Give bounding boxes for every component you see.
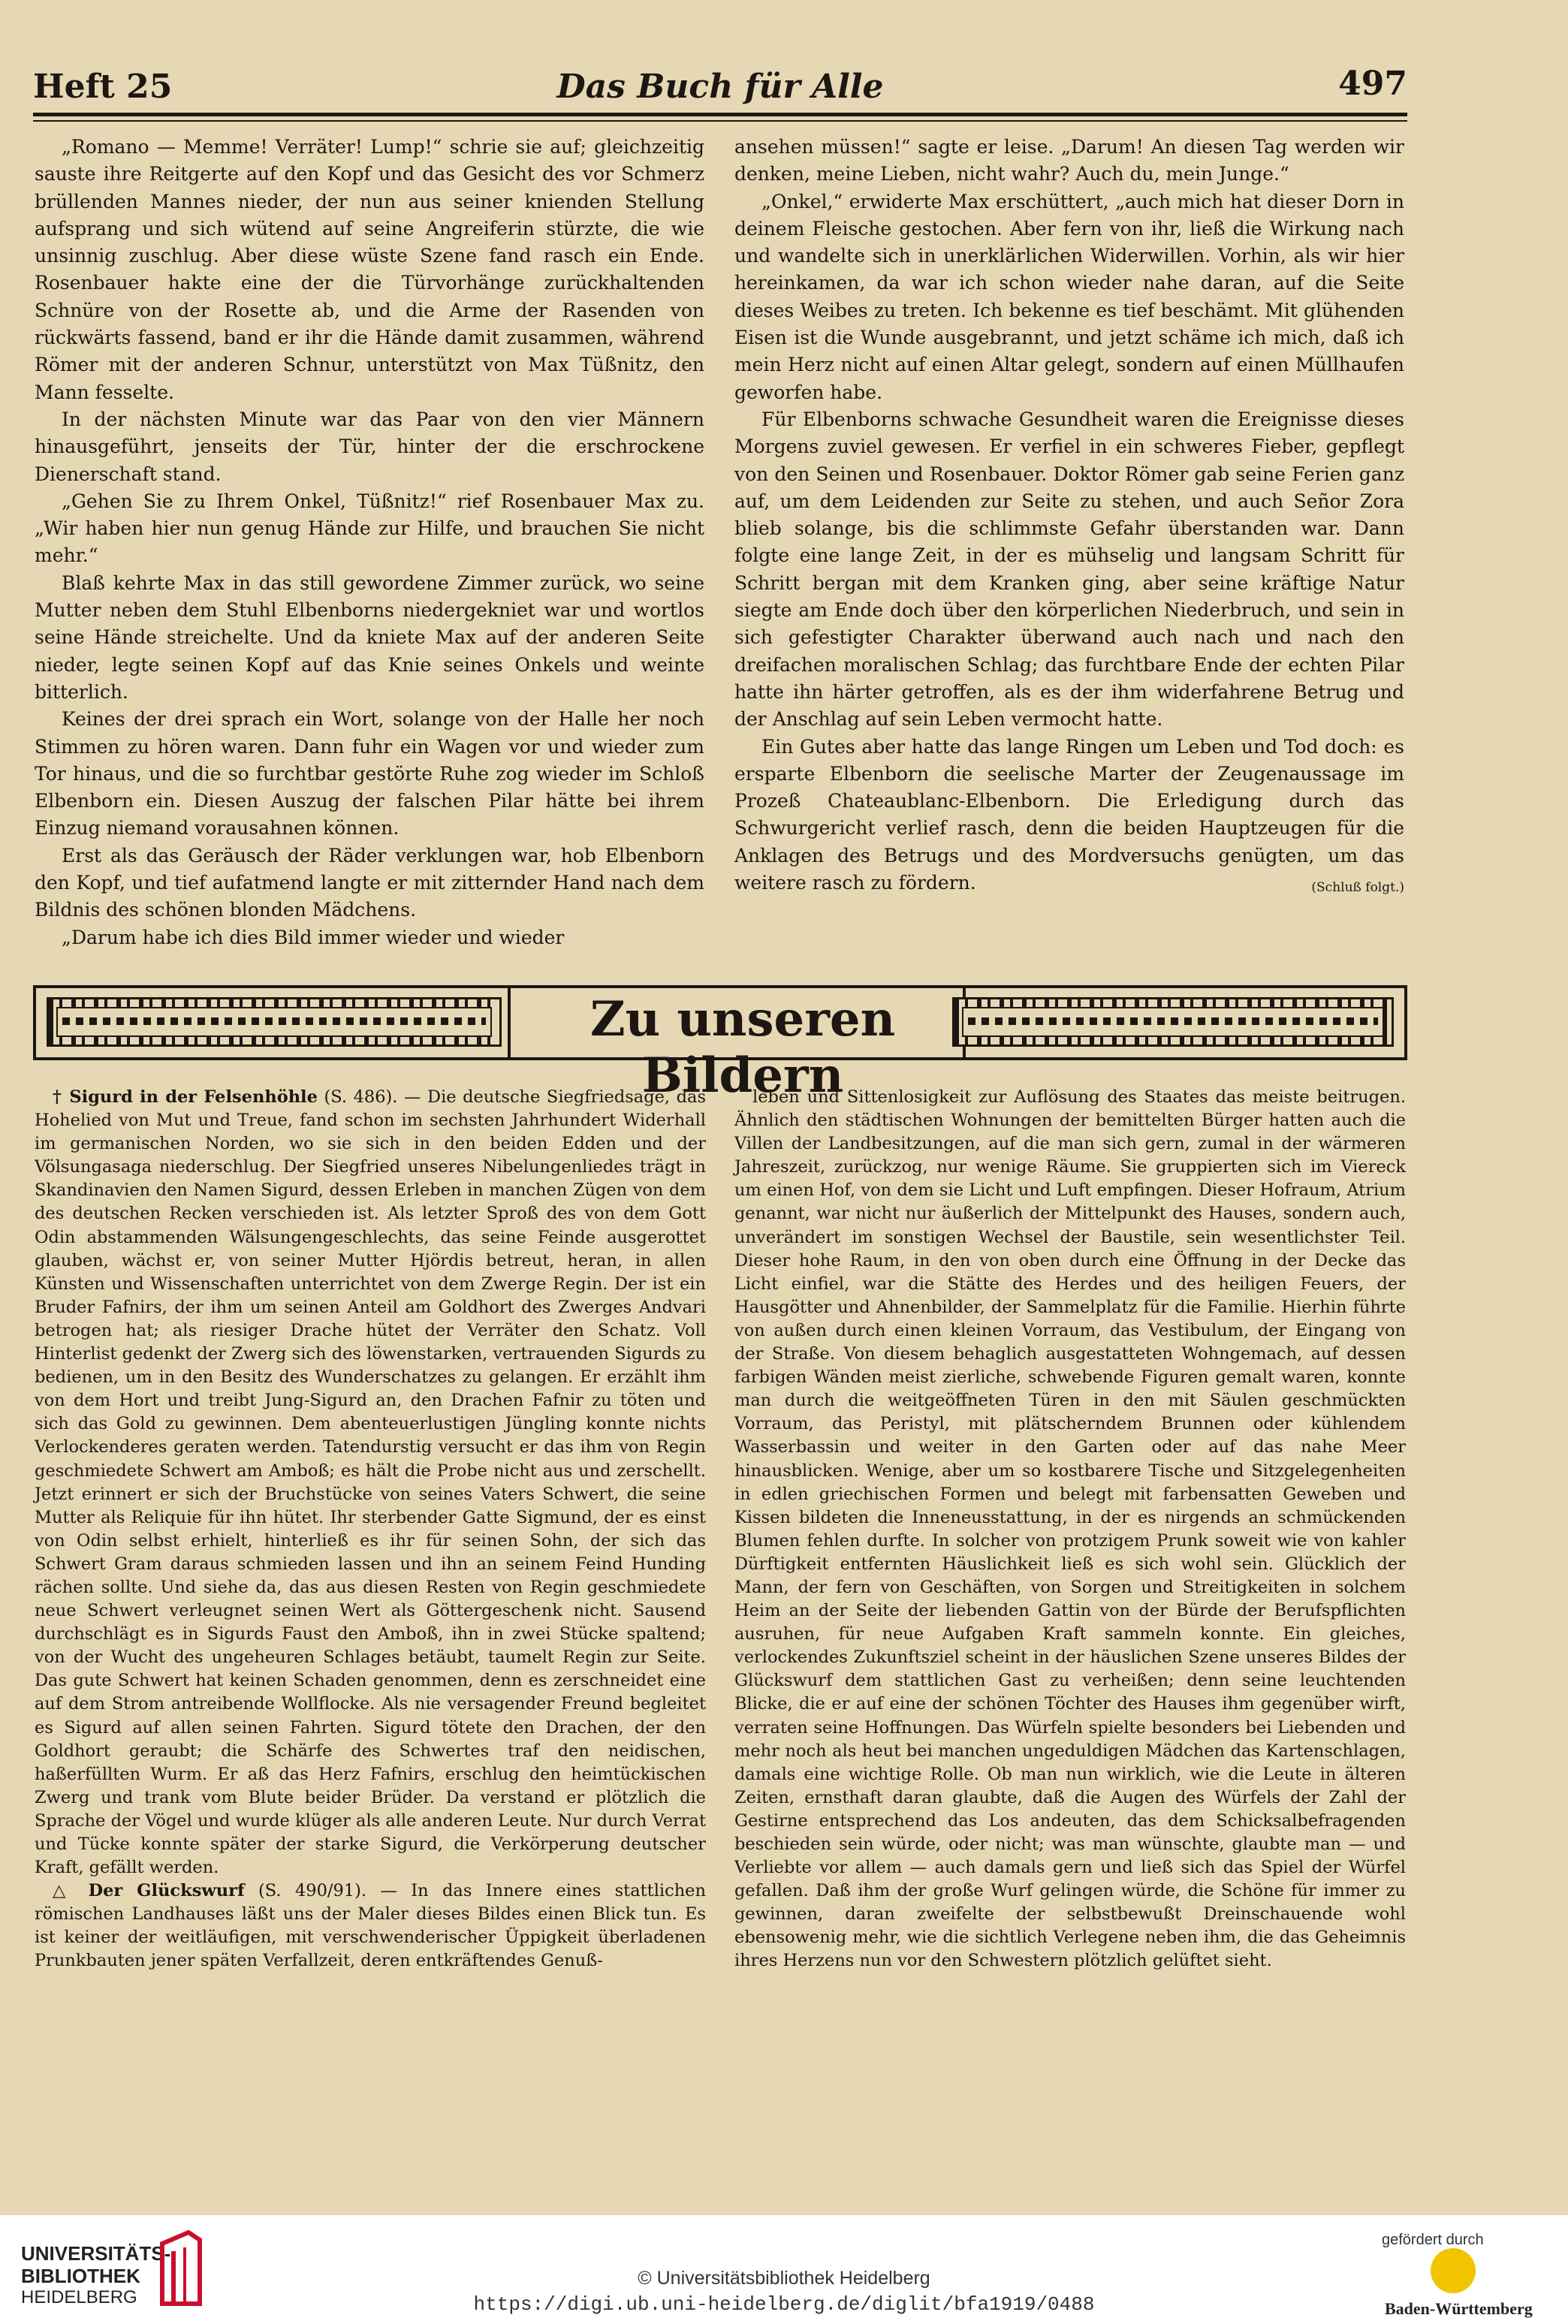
pictures-column-left bbox=[35, 1086, 706, 1973]
header-rule-thick bbox=[33, 113, 1407, 116]
paragraph: Keines der drei sprach ein Wort, solange von der Halle her noch Stimmen zu hören waren. Dann fuhr ein Wagen vor und wieder zum Tor hinaus, und die so furchtbar gestörte Ruhe zog wieder im Schloß Elbenborn ein. Diesen Auszug der falschen Pilar hätte bei ihrem Einzug niemand vorausahnen können. bbox=[35, 708, 704, 839]
note-heading: † Sigurd in der Felsenhöhle bbox=[53, 1087, 318, 1107]
library-name-line: BIBLIOTHEK bbox=[21, 2265, 140, 2287]
funder-name: Baden-Württemberg bbox=[1385, 2299, 1533, 2318]
paragraph: „Gehen Sie zu Ihrem Onkel, Tüßnitz!“ rief Rosenbauer Max zu. „Wir haben hier nun genug Hände zur Hilfe, und brauchen Sie nicht mehr.“ bbox=[35, 490, 704, 567]
paragraph: „Onkel,“ erwiderte Max erschüttert, „auch mich hat dieser Dorn in deinem Fleische gestochen. Aber fern von ihr, ließ die Wirkung nach und wandelte sich in unerklärlichen Widerwillen. Vorhin, als wir hier hereinkamen, da war ich schon wieder nahe daran, auf die Seite dieses Weibes zu treten. Ich bekenne es tief beschämt. Mit glühenden Eisen ist die Wunde ausgebrannt, und jetzt schäme ich mich, daß ich mein Herz nicht auf einen Altar gelegt, sondern auf einen Müllhaufen geworfen habe. bbox=[734, 190, 1404, 403]
library-city: HEIDELBERG bbox=[21, 2287, 137, 2307]
state-crest-icon bbox=[1431, 2248, 1476, 2293]
story-column-right bbox=[734, 134, 1404, 901]
paragraph: ansehen müssen!“ sagte er leise. „Darum! An diesen Tag werden wir denken, meine Lieben, nicht wahr? Auch du, mein Junge.“ bbox=[734, 136, 1404, 185]
page-number: 497 bbox=[1338, 65, 1407, 103]
picture-note-glueckswurf bbox=[35, 1879, 706, 1973]
picture-note-sigurd bbox=[35, 1086, 706, 1879]
note-text: (S. 486). — Die deutsche Siegfriedsage, das Hohelied von Mut und Treue, fand schon im sechsten Jahrhundert Widerhall im germanischen Norden, wo sie sich in den beiden Edden und der Völsungasaga niederschlug. Der Siegfried unseres Nibelungenliedes trägt in Skandinavien den Namen Sigurd, dessen Erleben in manchen Zügen von dem des deutschen Recken verschieden ist. Als letzter Sproß des von dem Gott Odin abstammenden Wälsungengeschlechts, das seine Feinde ausgerottet glauben, wächst er, von seiner Mutter Hjördis betreut, heran, in allen Künsten und Wissenschaften unterrichtet von dem Zwerge Regin. Der ist ein Bruder Fafnirs, der ihm um seinen Anteil am Goldhort des Zwerges Andvari betrogen hat; als riesiger Drache hütet der Verräter den Schatz. Voll Hinterlist gedenkt der Zwerg sich des löwenstarken, vertrauenden Sigurds zu bedienen, um in den Besitz des Wunderschatzes zu gelangen. Er erzählt ihm von dem Hort und treibt Jung-Sigurd an, den Drachen Fafnir zu töten und sich das Gold zu gewinnen. Dem abenteuerlustigen Jüngling konnte nichts Verlockenderes geraten werden. Tatendurstig versucht er das ihm von Regin geschmiedete Schwert am Amboß; es hält die Probe nicht aus und zerschellt. Jetzt erinnert er sich der Bruchstücke von seines Vaters Schwert, die seine Mutter als Reliquie für ihn hütet. Ihr sterbender Gatte Sigmund, der es einst von Odin selbst erhielt, hinterließ es ihr für seinen Sohn, der sich das Schwert Gram daraus schmieden lassen und ihn an seinem Feind Hunding rächen sollte. Und siehe da, das aus diesen Resten von Regin geschmiedete neue Schwert verleugnet seinen Wert als Göttergeschenk nicht. Sausend durchschlägt es in Sigurds Faust den Amboß, ihn in zwei Stücke spaltend; von der Wucht des ungeheuren Schlages betäubt, taumelt Regin zur Seite. Das gute Schwert hat keinen Schaden genommen, denn es zerschneidet eine auf dem Strom antreibende Wollflocke. Als nie versagender Freund begleitet es Sigurd auf allen seinen Fahrten. Sigurd tötete den Drachen, der den Goldhort geraubt; die Schärfe des Schwertes traf den neidischen, haßerfüllten Wurm. Er aß das Herz Fafnirs, erschlug den heimtückischen Zwerg und trank vom Blute beider Brüder. Da verstand er plötzlich die Sprache der Vögel und wurde klüger als alle anderen Leute. Nur durch Verrat und Tücke konnte später der starke Sigurd, die Verkörperung deutscher Kraft, gefällt werden. bbox=[35, 1087, 706, 1878]
paragraph: leben und Sittenlosigkeit zur Auflösung des Staates das meiste beitrugen. Ähnlich den städtischen Wohnungen der bemittelten Bürger hatten auch die Villen der Landbesitzungen, auf die man sich gern, zumal in der wärmeren Jahreszeit, zurückzog, nur wenige Räume. Sie gruppierten sich im Viereck um einen Hof, von dem sie Licht und Luft empfingen. Dieser Hofraum, Atrium genannt, war nicht nur äußerlich der Mittelpunkt des Hauses, sondern auch, unverändert im sonstigen Wechsel der Baustile, sein wesentlichster Teil. Dieser hohe Raum, in den von oben durch eine Öffnung in der Decke das Licht einfiel, war die Stätte des Herdes und des heiligen Feuers, der Hausgötter und Ahnenbilder, der Sammelplatz für die Familie. Hierhin führte von außen durch einen kleinen Vorraum, das Vestibulum, der Eingang von der Straße. Von diesem behaglich ausgestatteten Wohngemach, auf dessen farbigen Wänden meist zierliche, schwebende Figuren gemalt waren, konnte man durch die weitgeöffneten Türen in den mit Säulen geschmückten Vorraum, das Peristyl, mit plätscherndem Brunnen oder kühlendem Wasserbassin und weiter in den Garten oder auf das nahe Meer hinausblicken. Wenige, aber um so kostbarere Tische und Sitzgelegenheiten in edlen griechischen Formen und belegt mit farbensatten Geweben und Kissen bildeten die Inneneusstattung, in der es nirgends an schmückenden Blumen fehlen durfte. In solcher von protzigem Prunk soweit wie von kahler Dürftigkeit entfernten Häuslichkeit ließ es sich wohl sein. Glücklich der Mann, der fern von Geschäften, von Sorgen und Streitigkeiten in solchem Heim an der Seite der liebenden Gattin von der Bürde der Berufspflichten ausruhen, für neue Aufgaben Kraft sammeln konnte. Ein gleiches, verlockendes Zukunftsziel scheint in der häuslichen Szene unseres Bildes der Glückswurf dem stattlichen Gast zu verheißen; denn seine leuchtenden Blicke, die er auf eine der schönen Töchter des Hauses ihm gegenüber wirft, verraten seine Hoffnungen. Das Würfeln spielte besonders bei Liebenden und mehr noch als heut bei manchen ungeduldigen Mädchen das Kartenschlagen, damals eine wichtige Rolle. Ob man nun wirklich, wie die Leute in älteren Zeiten, ernsthaft daran glaubte, daß die Augen des Würfels der Zahl der Gestirne entsprechend das Los andeuten, das dem Schicksalbefragenden beschieden sein würde, oder nicht; was man wünschte, glaubte man — und Verliebte vor allem — auch damals gern und ließ sich das Spiel der Würfel gefallen. Daß ihm der große Wurf gelingen würde, die Schöne für immer zu gewinnen, daran zweifelte der selbstbewußt Dreinschauende wohl ebensowenig mehr, wie die sichtlich Verlegene neben ihm, die das Geheimnis ihres Herzens nun vor den Schwestern plötzlich gelüftet sieht. bbox=[734, 1087, 1406, 1971]
funding-label: gefördert durch bbox=[1382, 2232, 1484, 2248]
paragraph: Blaß kehrte Max in das still gewordene Zimmer zurück, wo seine Mutter neben dem Stuhl Elbenborns niedergekniet war und wortlos seine Hände streichelte. Und da kniete Max auf der anderen Seite nieder, legte seinen Kopf auf das Knie seines Onkels und weinte bitterlich. bbox=[35, 571, 704, 703]
library-name-line: UNIVERSITÄTS- bbox=[21, 2242, 171, 2265]
paragraph: „Darum habe ich dies Bild immer wieder und wieder bbox=[62, 926, 565, 948]
note-text: (S. 490/91). — In das Innere eines stattlichen römischen Landhauses läßt uns der Maler dieses Bildes einen Blick tun. Es ist keiner der weitläufigen, mit verschwenderischer Üppigkeit überladenen Prunkbauten jener späten Verfallzeit, deren entkräftendes Genuß- bbox=[35, 1881, 706, 1971]
permalink[interactable]: https://digi.ub.uni-heidelberg.de/diglit/bfa1919/0488 bbox=[473, 2293, 1095, 2316]
paragraph bbox=[734, 734, 1404, 897]
paragraph-text: Ein Gutes aber hatte das lange Ringen um Leben und Tod doch: es ersparte Elbenborn die seelische Marter der Zeugenaussage im Prozeß Chateaublanc-Elbenborn. Die Erledigung durch das Schwurgericht verlief rasch, denn die beiden Hauptzeugen für die Anklagen des Betrugs und des Mordversuchs genügten, um das weitere rasch zu fördern. bbox=[734, 735, 1404, 894]
ornament-right bbox=[952, 997, 1394, 1047]
issue-label: Heft 25 bbox=[33, 68, 173, 106]
paragraph: Für Elbenborns schwache Gesundheit waren die Ereignisse dieses Morgens zuviel gewesen. Er verfiel in ein schweres Fieber, gepflegt von den Seinen und Rosenbauer. Doktor Römer gab seine Ferien ganz auf, um dem Leidenden zur Seite zu stehen, und auch Señor Zora blieb solange, bis die schlimmste Gefahr überstanden war. Dann folgte eine lange Zeit, in der es mühselig und langsam Schritt für Schritt bergan mit dem Kranken ging, aber seine kräftige Natur siegte am Ende doch über den körperlichen Niederbruch, und sein in sich gefestigter Charakter überwand auch nach und nach den dreifachen moralischen Schlag; das furchtbare Ende der echten Pilar hatte ihn härter getroffen, als es der ihm widerfahrene Betrug und der Anschlag auf sein Leben vermocht hatte. bbox=[734, 408, 1404, 731]
paragraph: In der nächsten Minute war das Paar von den vier Männern hinausgeführt, jenseits der Tür, hinter der die erschrockene Dienerschaft stand. bbox=[35, 408, 704, 485]
to-be-continued-note: (Schluß folgt.) bbox=[1311, 880, 1404, 896]
note-heading: △ Der Glückswurf bbox=[53, 1881, 245, 1901]
story-column-left bbox=[35, 134, 704, 951]
ornament-left bbox=[47, 997, 502, 1047]
paragraph: „Romano — Memme! Verräter! Lump!“ schrie sie auf; gleichzeitig sauste ihre Reitgerte auf den Kopf und das Gesicht des vor Schmerz brüllenden Mannes nieder, der nun aus seiner knienden Stellung aufsprang und sich wütend auf seine Angreiferin stürzte, die wie unsinnig zuschlug. Aber diese wüste Szene fand rasch ein Ende. Rosenbauer hakte eine der die Türvorhänge zurückhaltenden Schnüre von der Rosette ab, und die Arme der Rasenden von rückwärts fassend, band er ihr die Hände damit zusammen, während Römer mit der anderen Schnur, unterstützt von Max Tüßnitz, den Mann fesselte. bbox=[35, 136, 704, 403]
section-title: Zu unseren Bildern bbox=[590, 991, 896, 1104]
digitization-footer bbox=[0, 2215, 1568, 2324]
magazine-title: Das Buch für Alle bbox=[556, 68, 884, 106]
paragraph: Erst als das Geräusch der Räder verklungen war, hob Elbenborn den Kopf, und tief aufatmend langte er mit zitternder Hand nach dem Bildnis des schönen blonden Mädchens. bbox=[35, 844, 704, 921]
pictures-column-right bbox=[734, 1086, 1406, 1973]
header-rule-thin bbox=[33, 120, 1407, 122]
copyright-notice: © Universitätsbibliothek Heidelberg bbox=[638, 2268, 930, 2289]
banner-divider bbox=[508, 985, 511, 1060]
